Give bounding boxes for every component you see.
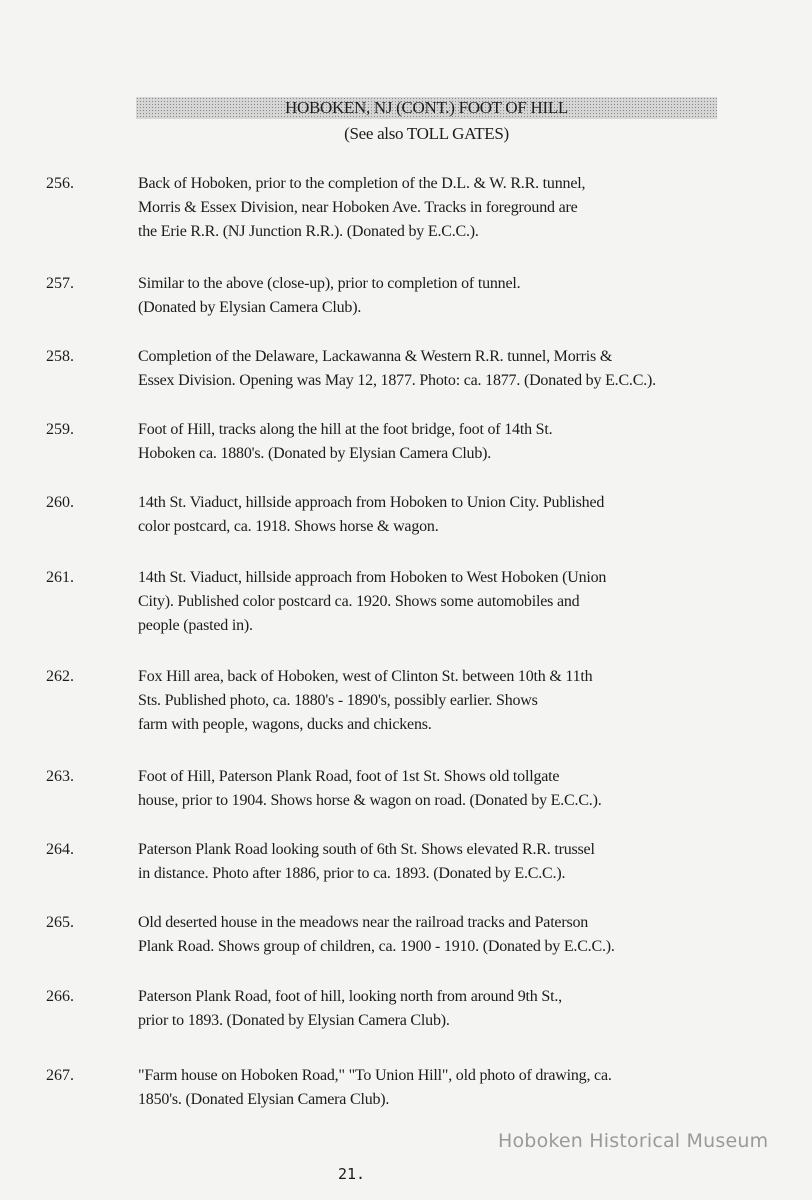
- entry-number: 261.: [46, 569, 74, 586]
- entry-number: 259.: [46, 421, 74, 438]
- entry-description: [138, 566, 738, 638]
- entry-line: people (pasted in).: [138, 617, 253, 634]
- entry-line: Completion of the Delaware, Lackawanna & Western R.R. tunnel, Morris &: [138, 348, 613, 365]
- entry-line: Sts. Published photo, ca. 1880's - 1890's, possibly earlier. Shows: [138, 692, 538, 709]
- entry-number: 266.: [46, 988, 74, 1005]
- entry-line: (Donated by Elysian Camera Club).: [138, 299, 362, 316]
- entry-line: farm with people, wagons, ducks and chickens.: [138, 716, 432, 733]
- entry-number: 267.: [46, 1067, 74, 1084]
- entry-number: 265.: [46, 914, 74, 931]
- entry-line: City). Published color postcard ca. 1920. Shows some automobiles and: [138, 593, 580, 610]
- entry-line: Fox Hill area, back of Hoboken, west of Clinton St. between 10th & 11th: [138, 668, 593, 685]
- entry-line: 1850's. (Donated Elysian Camera Club).: [138, 1091, 390, 1108]
- entry-line: Foot of Hill, tracks along the hill at the foot bridge, foot of 14th St.: [138, 421, 553, 438]
- entry-description: [138, 491, 738, 539]
- entry-description: [138, 172, 738, 244]
- entry-number: 264.: [46, 841, 74, 858]
- entry-description: [138, 911, 738, 959]
- entry-description: [138, 345, 738, 393]
- page-title: HOBOKEN, NJ (CONT.) FOOT OF HILL: [284, 98, 568, 117]
- entry-line: 14th St. Viaduct, hillside approach from Hoboken to West Hoboken (Union: [138, 569, 607, 586]
- entry-line: Foot of Hill, Paterson Plank Road, foot of 1st St. Shows old tollgate: [138, 768, 560, 785]
- entry-number: 258.: [46, 348, 74, 365]
- museum-watermark: Hoboken Historical Museum: [498, 1130, 769, 1152]
- entry-line: Plank Road. Shows group of children, ca. 1900 - 1910. (Donated by E.C.C.).: [138, 938, 615, 955]
- entry-line: Morris & Essex Division, near Hoboken Ave. Tracks in foreground are: [138, 199, 578, 216]
- entry-line: color postcard, ca. 1918. Shows horse & wagon.: [138, 518, 439, 535]
- entry-line: Paterson Plank Road, foot of hill, looking north from around 9th St.,: [138, 988, 562, 1005]
- entry-description: [138, 838, 738, 886]
- entry-number: 260.: [46, 494, 74, 511]
- entry-line: Back of Hoboken, prior to the completion of the D.L. & W. R.R. tunnel,: [138, 175, 586, 192]
- entry-number: 256.: [46, 175, 74, 192]
- entry-number: 263.: [46, 768, 74, 785]
- entry-line: 14th St. Viaduct, hillside approach from Hoboken to Union City. Published: [138, 494, 605, 511]
- entry-line: Old deserted house in the meadows near the railroad tracks and Paterson: [138, 914, 589, 931]
- entry-description: [138, 665, 738, 737]
- entry-line: "Farm house on Hoboken Road," "To Union Hill", old photo of drawing, ca.: [138, 1067, 612, 1084]
- entry-line: Essex Division. Opening was May 12, 1877. Photo: ca. 1877. (Donated by E.C.C.).: [138, 372, 656, 389]
- entry-line: Paterson Plank Road looking south of 6th St. Shows elevated R.R. trussel: [138, 841, 595, 858]
- entry-number: 257.: [46, 275, 74, 292]
- entry-line: the Erie R.R. (NJ Junction R.R.). (Donated by E.C.C.).: [138, 223, 479, 240]
- entry-description: [138, 1064, 738, 1112]
- entry-line: house, prior to 1904. Shows horse & wagon on road. (Donated by E.C.C.).: [138, 792, 602, 809]
- entry-line: Similar to the above (close-up), prior to completion of tunnel.: [138, 275, 521, 292]
- entry-line: in distance. Photo after 1886, prior to ca. 1893. (Donated by E.C.C.).: [138, 865, 566, 882]
- entry-description: [138, 418, 738, 466]
- entry-description: [138, 985, 738, 1033]
- entry-description: [138, 765, 738, 813]
- entry-line: prior to 1893. (Donated by Elysian Camera Club).: [138, 1012, 450, 1029]
- page-number: 21.: [338, 1165, 366, 1183]
- page-subtitle: (See also TOLL GATES): [344, 124, 509, 143]
- entry-number: 262.: [46, 668, 74, 685]
- entry-description: [138, 272, 738, 320]
- entry-line: Hoboken ca. 1880's. (Donated by Elysian Camera Club).: [138, 445, 492, 462]
